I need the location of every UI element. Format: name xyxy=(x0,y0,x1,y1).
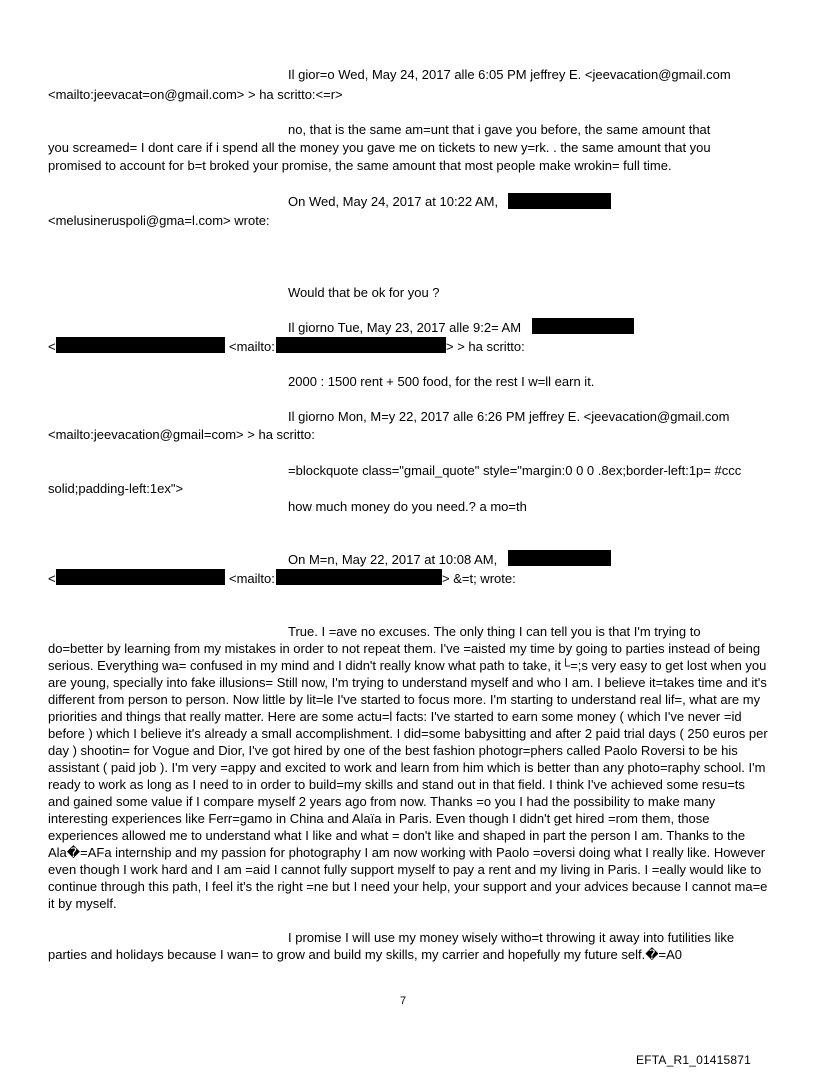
wrote-label: > &=t; wrote: xyxy=(442,571,516,586)
amount-breakdown: 2000 : 1500 rent + 500 food, for the rest I w=ll earn it. xyxy=(288,374,595,389)
il-giorno-mon-line-1: Il giorno Mon, M=y 22, 2017 alle 6:26 PM jeffrey E. <jeevacation@gmail.com xyxy=(288,409,730,424)
redaction-box xyxy=(276,337,446,353)
page-number: 7 xyxy=(400,995,407,1007)
on-wed-header: On Wed, May 24, 2017 at 10:22 AM, xyxy=(288,194,499,209)
redaction-box xyxy=(508,550,611,566)
redaction-box xyxy=(532,318,634,334)
blockquote-markup-line-1: =blockquote class="gmail_quote" style="margin:0 0 0 .8ex;border-left:1p= #ccc xyxy=(288,463,742,478)
il-giorno-tue-header: Il giorno Tue, May 23, 2017 alle 9:2= AM xyxy=(288,320,522,335)
mailto-label: <mailto: xyxy=(229,339,275,354)
promise-last-line: parties and holidays because I wan= to grow and build my skills, my carrier and hopefully my future self.�=A0 xyxy=(48,947,683,962)
long-message-first-line: True. I =ave no excuses. The only thing I can tell you is that I'm trying to xyxy=(288,624,701,639)
ha-scritto: > > ha scritto: xyxy=(446,339,525,354)
sender-address: <melusineruspoli@gma=l.com> wrote: xyxy=(48,213,270,228)
bates-number: EFTA_R1_01415871 xyxy=(636,1053,752,1067)
blockquote-markup-line-2: solid;padding-left:1ex"> xyxy=(48,481,184,496)
jeffrey-reply-line-3: promised to account for b=t broked your promise, the same amount that most people make wrokin= full time. xyxy=(48,158,672,173)
angle-bracket: < xyxy=(48,339,56,354)
long-message-body: do=better by learning from my mistakes in order to not repeat them. I've =aisted my time by going to parties instead of being serious. Everything wa= confused in my mind and I didn't really know what path to take, it└=;s very easy to get lost when you are young, specially into fake illusions= Still now, I'm trying to understand myself and who I am. I believe it=takes time and it's different from person to person. Now little by lit=le I've started to focus more. I'm starting to understand real lif=, what are my priorities and things that really matter. Here are some actu=l facts: I've started to earn some money ( which I've never =id before ) which I believe it's already a small accomplishment. I did=some babysitting and after 2 paid trial days ( 250 euros per day ) shootin= for Vogue and Dior, I've got hired by one of the best fashion photogr=phers called Paolo Roversi to be his assistant ( paid job ). I'm very =appy and excited to work and learn from him which is better than any photo=raphy school. I'm ready to work as long as I need to in order to build=my skills and stand out in that field. I think I've achieved some resu=ts and gained some value if I compare myself 2 years ago from now. Thanks =o you I had the possibility to make many interesting experiences like Ferr=gamo in China and Alaïa in Paris. Even though I didn't get hired =rom them, those experiences allowed me to understand what I like and what = don't like and shaped in part the person I am. Thanks to the Ala�=AFa internship and my passion for photography I am now working with Paolo =oversi doing what I really like. However even though I work hard and I am =aid I cannot fully support myself to pay a rent and my living in Paris. I =eally would like to continue through this path, I feel it's the right =ne but I need your help, your support and your advices because I cannot ma=e it by myself. xyxy=(48,641,768,911)
redaction-box xyxy=(508,193,611,209)
redaction-box xyxy=(56,569,225,585)
reply-header-line-2: <mailto:jeevacat=on@gmail.com> > ha scritto:<=r> xyxy=(48,87,343,102)
angle-bracket: < xyxy=(48,571,56,586)
redaction-box xyxy=(276,569,442,585)
mailto-label: <mailto: xyxy=(229,571,275,586)
promise-first-line: I promise I will use my money wisely witho=t throwing it away into futilities like xyxy=(288,930,735,945)
question-how-much: how much money do you need.? a mo=th xyxy=(288,499,527,514)
jeffrey-reply-line-2: you screamed= I dont care if i spend all the money you gave me on tickets to new y=rk. . the same amount that you xyxy=(48,140,711,155)
on-mon-header: On M=n, May 22, 2017 at 10:08 AM, xyxy=(288,552,498,567)
jeffrey-reply-line-1: no, that is the same am=unt that i gave you before, the same amount that xyxy=(288,122,711,137)
reply-header-line-1: Il gior=o Wed, May 24, 2017 alle 6:05 PM jeffrey E. <jeevacation@gmail.com xyxy=(288,67,731,82)
question-ok: Would that be ok for you ? xyxy=(288,285,440,300)
redaction-box xyxy=(56,337,225,353)
il-giorno-mon-line-2: <mailto:jeevacation@gmail=com> > ha scritto: xyxy=(48,427,315,442)
